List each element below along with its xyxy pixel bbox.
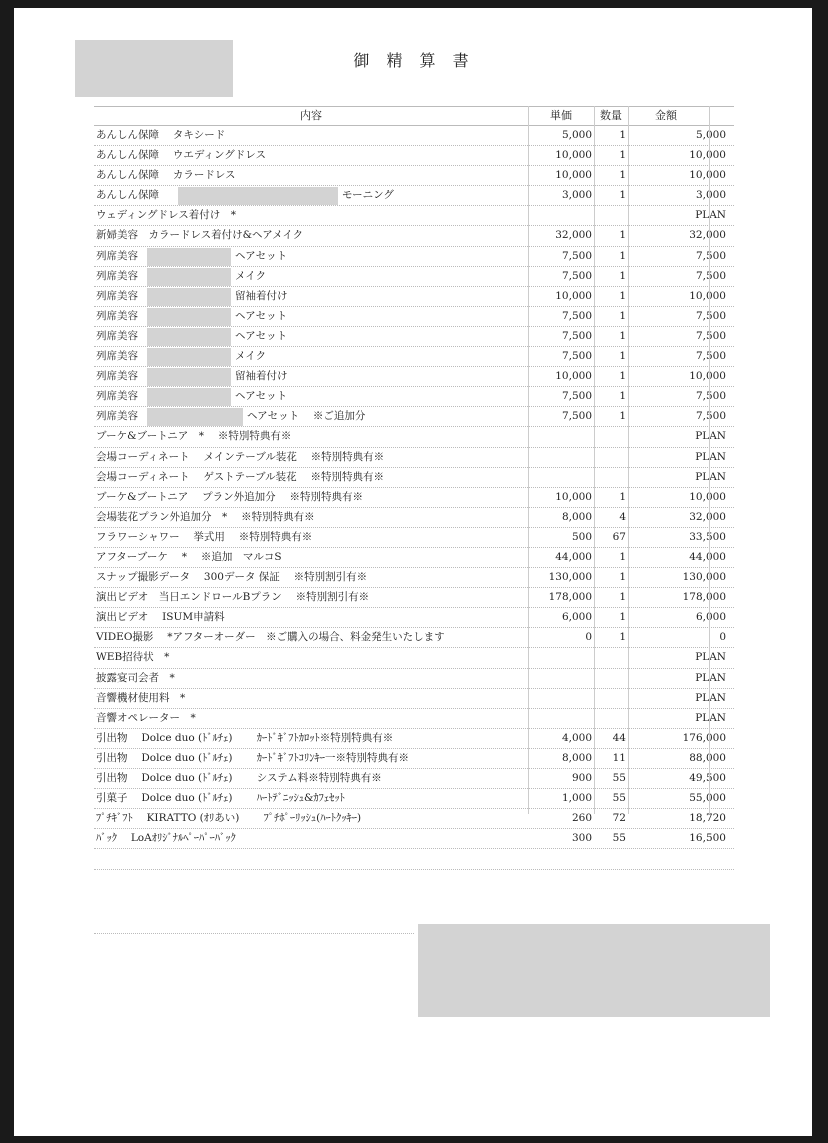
redacted-name (147, 368, 231, 386)
row-unit-price: 10,000 (555, 169, 592, 182)
table-row (94, 126, 734, 146)
row-quantity: 1 (619, 129, 626, 141)
header-description: 内容 (300, 109, 322, 122)
row-unit-price (530, 468, 592, 487)
table-row (94, 146, 734, 166)
table-row (94, 267, 734, 287)
table-row (94, 247, 734, 267)
invoice-page (14, 8, 812, 1136)
row-amount: 176,000 (682, 731, 726, 744)
table-row (94, 488, 734, 508)
table-row (94, 628, 734, 648)
row-unit-price: 260 (571, 812, 592, 825)
row-quantity: 1 (619, 269, 626, 282)
row-quantity: 44 (612, 731, 626, 744)
row-quantity: 67 (612, 530, 626, 543)
redacted-name (147, 288, 231, 306)
row-description: ブーケ&ブートニア * ※特別特典有※ (96, 430, 292, 443)
redacted-name (147, 308, 231, 326)
header-unit-price: 単価 (550, 109, 572, 122)
row-description: WEB招待状 * (96, 651, 170, 664)
row-description: 列席美容 (96, 249, 138, 262)
table-row (94, 307, 734, 327)
row-amount: 0 (719, 631, 726, 644)
redacted-name (147, 388, 231, 406)
row-description: アフターブーケ * ※追加 マルコS (96, 550, 282, 563)
row-description: 披露宴司会者 * (96, 671, 175, 684)
row-description: 列席美容 (96, 350, 138, 363)
row-quantity: 1 (619, 550, 626, 563)
row-quantity: 72 (612, 812, 626, 825)
table-row (94, 186, 734, 206)
row-amount: PLAN (695, 209, 726, 222)
table-row (94, 709, 734, 729)
row-description: 引出物 Dolce duo (ﾄﾞﾙﾁｪ) ｶｰﾄﾞｷﾞﾌﾄｶﾛｯﾄ※特別特典有※ (96, 731, 394, 744)
row-quantity: 1 (619, 410, 626, 423)
row-description: スナップ撮影データ 300データ 保証 ※特別割引有※ (96, 571, 368, 584)
row-description: 列席美容 (96, 289, 138, 302)
row-description: ﾌﾟﾁｷﾞﾌﾄ KIRATTO (ｵﾘあい) ﾌﾟﾁﾎﾟｰﾘｯｼｭ(ﾊｰﾄｸｯｷｰ) (96, 812, 362, 825)
row-amount: 7,500 (695, 390, 726, 403)
row-unit-price: 3,000 (561, 189, 592, 202)
row-amount: PLAN (695, 470, 726, 483)
row-unit-price (530, 709, 592, 728)
row-quantity (596, 468, 626, 487)
table-row (94, 548, 734, 568)
row-unit-price: 7,500 (561, 329, 592, 342)
row-amount: 7,500 (695, 269, 726, 282)
row-quantity: 1 (619, 309, 626, 322)
row-amount: 7,500 (695, 309, 726, 322)
row-amount: 6,000 (695, 611, 726, 624)
row-description-detail: ヘアセット ※ご追加分 (247, 410, 366, 423)
row-unit-price: 10,000 (555, 289, 592, 302)
row-description: あんしん保障 ウエディングドレス (96, 149, 266, 162)
header-quantity: 数量 (600, 109, 622, 122)
header-amount: 金額 (655, 109, 677, 122)
blank-line (94, 933, 414, 934)
row-unit-price: 300 (571, 832, 592, 845)
row-description: 列席美容 (96, 309, 138, 322)
table-row (94, 206, 734, 226)
row-description: 列席美容 (96, 370, 138, 383)
row-unit-price: 178,000 (548, 591, 592, 604)
row-unit-price: 7,500 (561, 390, 592, 403)
row-quantity: 1 (619, 571, 626, 584)
row-unit-price: 7,500 (561, 249, 592, 262)
row-description: 列席美容 (96, 329, 138, 342)
row-unit-price (530, 648, 592, 667)
row-quantity: 55 (612, 832, 626, 845)
row-amount: 33,500 (689, 530, 726, 543)
row-unit-price: 500 (571, 530, 592, 543)
row-amount: PLAN (695, 430, 726, 443)
row-quantity: 1 (619, 189, 626, 202)
row-description: 列席美容 (96, 410, 138, 423)
row-unit-price: 8,000 (561, 751, 592, 764)
row-amount: 10,000 (689, 289, 726, 302)
row-amount: 178,000 (682, 591, 726, 604)
row-description: 会場コーディネート メインテーブル装花 ※特別特典有※ (96, 450, 385, 463)
row-amount: 32,000 (689, 229, 726, 242)
row-unit-price (530, 448, 592, 467)
row-description: 列席美容 (96, 269, 138, 282)
table-row (94, 809, 734, 829)
row-unit-price: 7,500 (561, 410, 592, 423)
row-amount: 49,500 (689, 772, 726, 784)
row-amount: PLAN (695, 450, 726, 463)
row-description: 演出ビデオ 当日エンドロールBプラン ※特別割引有※ (96, 591, 370, 604)
table-body (94, 126, 734, 849)
row-quantity: 1 (619, 169, 626, 182)
table-row (94, 367, 734, 387)
row-description: 音響機材使用料 * (96, 691, 186, 704)
row-amount: 7,500 (695, 350, 726, 363)
row-amount: 7,500 (695, 249, 726, 262)
row-unit-price: 1,000 (561, 792, 592, 805)
row-quantity: 1 (619, 249, 626, 262)
row-description: あんしん保障 (96, 189, 159, 202)
table-row (94, 226, 734, 246)
row-description-detail: 留袖着付け (235, 370, 288, 383)
row-amount: PLAN (695, 711, 726, 724)
row-quantity (596, 669, 626, 688)
row-quantity: 1 (619, 490, 626, 503)
row-quantity: 1 (619, 350, 626, 363)
table-row (94, 608, 734, 628)
row-unit-price: 10,000 (555, 490, 592, 503)
table-row (94, 166, 734, 186)
row-quantity: 4 (619, 510, 626, 523)
row-quantity: 1 (619, 390, 626, 403)
row-description-detail: モーニング (342, 189, 394, 202)
row-description-detail: ヘアセット (235, 249, 288, 262)
redacted-name (147, 248, 231, 266)
row-amount: 10,000 (689, 370, 726, 383)
redacted-name (147, 348, 231, 366)
row-description-detail: ヘアセット (235, 390, 288, 403)
row-description: 新婦美容 カラードレス着付け&ヘアメイク (96, 229, 304, 242)
row-amount: PLAN (695, 691, 726, 704)
table-row (94, 669, 734, 689)
row-amount: 88,000 (689, 751, 726, 764)
row-quantity: 55 (612, 792, 626, 805)
row-quantity (596, 206, 626, 225)
row-description: ﾊﾞｯｸ LoAｵﾘｼﾞﾅﾙﾍﾟｰﾊﾟｰﾊﾞｯｸ (96, 832, 236, 845)
row-quantity: 1 (619, 611, 626, 624)
row-quantity: 1 (619, 329, 626, 342)
row-amount: 5,000 (695, 129, 726, 141)
redacted-name (147, 328, 231, 346)
row-quantity: 11 (612, 751, 626, 764)
table-row (94, 468, 734, 488)
table-row (94, 387, 734, 407)
redacted-name (147, 268, 231, 286)
row-unit-price (530, 427, 592, 446)
row-unit-price: 900 (571, 772, 592, 784)
row-amount: 10,000 (689, 169, 726, 182)
table-row (94, 407, 734, 427)
row-quantity (596, 448, 626, 467)
table-row (94, 427, 734, 447)
row-quantity (596, 709, 626, 728)
row-description: 演出ビデオ ISUM申請料 (96, 611, 225, 624)
table-row (94, 347, 734, 367)
row-amount: 10,000 (689, 149, 726, 162)
table-row (94, 287, 734, 307)
redacted-name (147, 408, 243, 426)
row-quantity (596, 648, 626, 667)
table-row (94, 648, 734, 668)
row-unit-price (530, 206, 592, 225)
row-amount: 18,720 (689, 812, 726, 825)
row-amount: 55,000 (689, 792, 726, 805)
row-unit-price (530, 669, 592, 688)
row-description-detail: メイク (235, 350, 267, 363)
row-unit-price: 7,500 (561, 309, 592, 322)
table-row (94, 769, 734, 789)
row-quantity: 1 (619, 370, 626, 383)
row-amount: 7,500 (695, 329, 726, 342)
row-amount: 16,500 (689, 832, 726, 845)
row-unit-price: 6,000 (561, 611, 592, 624)
row-description: 引菓子 Dolce duo (ﾄﾞﾙﾁｪ) ﾊｰﾄﾃﾞﾆｯｼｭ&ｶﾌｪｾｯﾄ (96, 792, 345, 805)
row-unit-price: 44,000 (555, 550, 592, 563)
table-row (94, 588, 734, 608)
table-row (94, 689, 734, 709)
page-title: 御 精 算 書 (353, 51, 475, 70)
row-amount: 44,000 (689, 550, 726, 563)
row-amount: PLAN (695, 671, 726, 684)
table-row (94, 789, 734, 809)
row-unit-price: 10,000 (555, 149, 592, 162)
row-amount: 130,000 (682, 571, 726, 584)
row-unit-price (530, 689, 592, 708)
redacted-name (178, 187, 338, 205)
row-description: ブーケ&ブートニア プラン外追加分 ※特別特典有※ (96, 490, 363, 503)
row-description: 会場コーディネート ゲストテーブル装花 ※特別特典有※ (96, 470, 384, 483)
row-quantity: 1 (619, 591, 626, 604)
row-description: 引出物 Dolce duo (ﾄﾞﾙﾁｪ) ｶｰﾄﾞｷﾞﾌﾄｺﾘﾝｷｰ一※特別特典有※ (96, 751, 410, 764)
row-description: フラワーシャワー 挙式用 ※特別特典有※ (96, 530, 313, 543)
table-row (94, 729, 734, 749)
table-row (94, 327, 734, 347)
redacted-total-block (418, 924, 770, 1017)
row-quantity: 1 (619, 289, 626, 302)
row-unit-price: 7,500 (561, 269, 592, 282)
row-description: あんしん保障 タキシード (96, 129, 226, 141)
row-unit-price: 8,000 (561, 510, 592, 523)
row-quantity: 55 (612, 772, 626, 784)
row-amount: 7,500 (695, 410, 726, 423)
redacted-logo-block (75, 40, 233, 97)
row-unit-price: 32,000 (555, 229, 592, 242)
table-row (94, 448, 734, 468)
table-row (94, 749, 734, 769)
row-description: 引出物 Dolce duo (ﾄﾞﾙﾁｪ) システム料※特別特典有※ (96, 772, 382, 784)
row-unit-price: 7,500 (561, 350, 592, 363)
row-unit-price: 10,000 (555, 370, 592, 383)
row-quantity: 1 (619, 229, 626, 242)
row-unit-price: 4,000 (561, 731, 592, 744)
table-row (94, 508, 734, 528)
table-row (94, 829, 734, 849)
row-quantity (596, 427, 626, 446)
row-description-detail: ヘアセット (235, 329, 288, 342)
row-amount: 3,000 (695, 189, 726, 202)
row-description: 音響オペレーター * (96, 711, 196, 724)
table-row (94, 568, 734, 588)
blank-line (94, 869, 734, 870)
row-unit-price: 130,000 (548, 571, 592, 584)
row-description-detail: メイク (235, 269, 267, 282)
row-description: 会場装花プラン外追加分 * ※特別特典有※ (96, 510, 315, 523)
table-row (94, 528, 734, 548)
invoice-table (94, 106, 734, 849)
row-description: VIDEO撮影 *アフターオーダー ※ご購入の場合、料金発生いたします (96, 631, 445, 644)
row-description: 列席美容 (96, 390, 138, 403)
row-description-detail: 留袖着付け (235, 289, 288, 302)
row-quantity: 1 (619, 631, 626, 644)
row-description: あんしん保障 カラードレス (96, 169, 236, 182)
table-header (94, 106, 734, 126)
row-quantity (596, 689, 626, 708)
row-quantity: 1 (619, 149, 626, 162)
row-unit-price: 0 (585, 631, 592, 644)
row-unit-price: 5,000 (561, 129, 592, 141)
row-amount: 10,000 (689, 490, 726, 503)
row-amount: PLAN (695, 651, 726, 664)
row-description-detail: ヘアセット (235, 309, 288, 322)
row-description: ウェディングドレス着付け * (96, 209, 236, 222)
row-amount: 32,000 (689, 510, 726, 523)
